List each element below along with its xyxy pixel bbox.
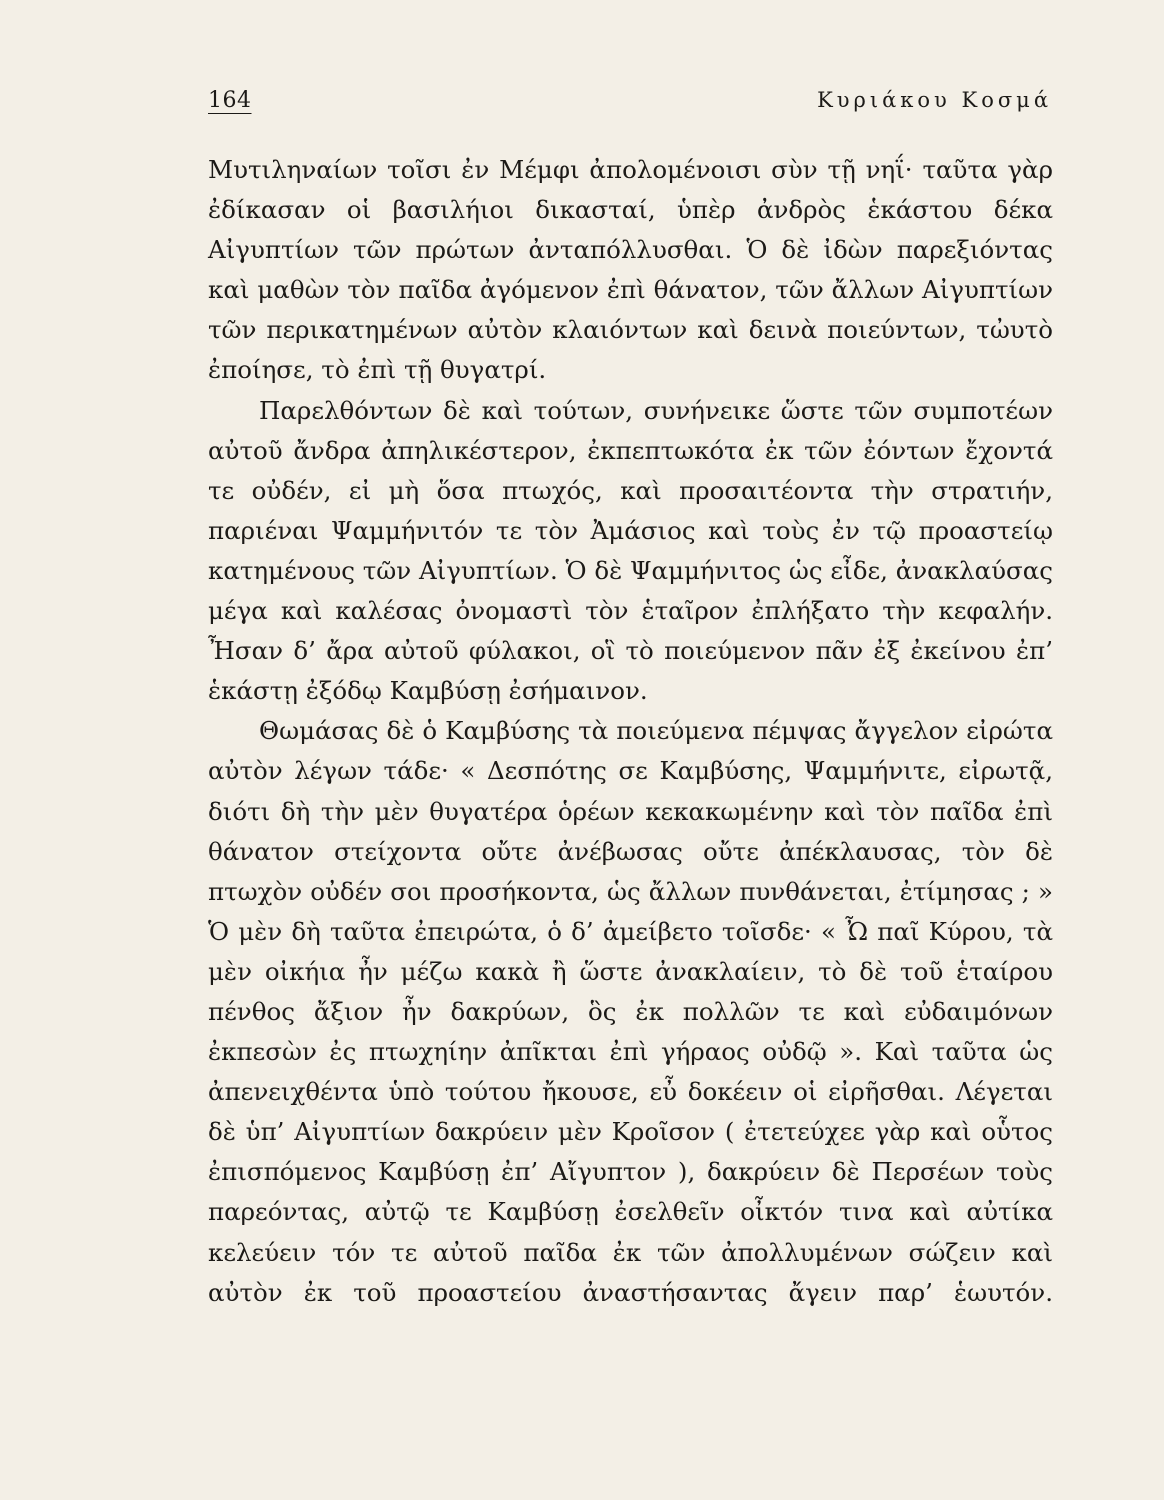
running-head: Κυριάκου Κοσμά	[817, 88, 1052, 112]
body-text	[208, 150, 1053, 1313]
page-header	[208, 88, 1052, 128]
page-number: 164	[208, 88, 252, 113]
paragraph-1: Μυτιληναίων τοῖσι ἐν Μέμφι ἀπολομένοισι σὺν τῇ νηΐ· ταῦτα γὰρ ἐδίκασαν οἱ βασιλήιοι δικασταί, ὑπὲρ ἀνδρὸς ἑκάστου δέκα Αἰγυπτίων τῶν πρώτων ἀνταπόλλυσθαι. Ὁ δὲ ἰδὼν παρεξιόντας καὶ μαθὼν τὸν παῖδα ἀγόμενον ἐπὶ θάνατον, τῶν ἄλλων Αἰγυπτίων τῶν περικατημένων αὐτὸν κλαιόντων καὶ δεινὰ ποιεύντων, τὠυτὸ ἐποίησε, τὸ ἐπὶ τῇ θυγατρί.	[208, 155, 1053, 385]
paragraph-3: Θωμάσας δὲ ὁ Καμβύσης τὰ ποιεύμενα πέμψας ἄγγελον εἰρώτα αὐτὸν λέγων τάδε· « Δεσπότης σε Καμβύσης, Ψαμμήνιτε, εἰρωτᾷ, διότι δὴ τὴν μὲν θυγατέρα ὁρέων κεκακωμένην καὶ τὸν παῖδα ἐπὶ θάνατον στείχοντα οὔτε ἀνέβωσας οὔτε ἀπέκλαυσας, τὸν δὲ πτωχὸν οὐδέν σοι προσήκοντα, ὡς ἄλλων πυνθάνεται, ἐτίμησας ; » Ὁ μὲν δὴ ταῦτα ἐπειρώτα, ὁ δ’ ἀμείβετο τοῖσδε· « Ὦ παῖ Κύρου, τὰ μὲν οἰκήια ἦν μέζω κακὰ ἢ ὥστε ἀνακλαίειν, τὸ δὲ τοῦ ἑταίρου πένθος ἄξιον ἦν δακρύων, ὃς ἐκ πολλῶν τε καὶ εὐδαιμόνων ἐκπεσὼν ἐς πτωχηίην ἀπῖκται ἐπὶ γήραος οὐδῷ ». Καὶ ταῦτα ὡς ἀπενειχθέντα ὑπὸ τούτου ἤκουσε, εὖ δοκέειν οἱ εἰρῆσθαι. Λέγεται δὲ ὑπ’ Αἰγυπτίων δακρύειν μὲν Κροῖσον ( ἐτετεύχεε γὰρ καὶ οὗτος ἐπισπόμενος Καμβύσῃ ἐπ’ Αἴγυπτον ), δακρύειν δὲ Περσέων τοὺς παρεόντας, αὐτῷ τε Καμβύσῃ ἐσελθεῖν οἶκτόν τινα καὶ αὐτίκα κελεύειν τόν τε αὐτοῦ παῖδα ἐκ τῶν ἀπολλυμένων σώζειν καὶ αὐτὸν ἐκ τοῦ προαστείου ἀναστήσαντας ἄγειν παρ’ ἑωυτόν.	[208, 716, 1053, 1307]
paragraph-2: Παρελθόντων δὲ καὶ τούτων, συνήνεικε ὥστε τῶν συμποτέων αὐτοῦ ἄνδρα ἀπηλικέστερον, ἐκπεπτωκότα ἐκ τῶν ἐόντων ἔχοντά τε οὐδέν, εἰ μὴ ὅσα πτωχός, καὶ προσαιτέοντα τὴν στρατιήν, παριέναι Ψαμμήνιτόν τε τὸν Ἀμάσιος καὶ τοὺς ἐν τῷ προαστείῳ κατημένους τῶν Αἰγυπτίων. Ὁ δὲ Ψαμμήνιτος ὡς εἶδε, ἀνακλαύσας μέγα καὶ καλέσας ὀνομαστὶ τὸν ἑταῖρον ἐπλήξατο τὴν κεφαλήν. Ἦσαν δ’ ἄρα αὐτοῦ φύλακοι, οἳ τὸ ποιεύμενον πᾶν ἐξ ἐκείνου ἐπ’ ἑκάστῃ ἐξόδῳ Καμβύσῃ ἐσήμαινον.	[208, 395, 1053, 706]
